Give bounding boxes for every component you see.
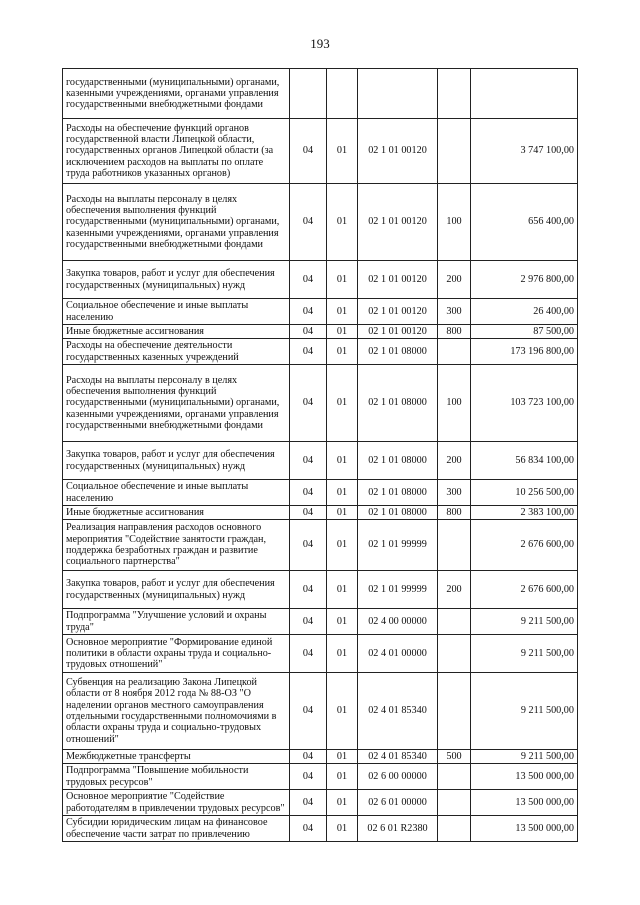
section-code: 04	[290, 506, 327, 520]
subsection-code: 01	[327, 119, 358, 184]
amount-value: 9 211 500,00	[471, 750, 578, 764]
amount-value: 656 400,00	[471, 184, 578, 261]
item-name: Расходы на обеспечение деятельности государственных казенных учреждений	[63, 339, 290, 365]
target-article-code: 02 1 01 08000	[358, 506, 438, 520]
amount-value: 56 834 100,00	[471, 442, 578, 480]
table-row	[63, 119, 578, 184]
target-article-code: 02 1 01 00120	[358, 299, 438, 325]
table-row	[63, 673, 578, 750]
section-code: 04	[290, 325, 327, 339]
target-article-code: 02 1 01 08000	[358, 480, 438, 506]
table-row	[63, 635, 578, 673]
expense-type-code	[438, 764, 471, 790]
section-code: 04	[290, 119, 327, 184]
amount-value: 173 196 800,00	[471, 339, 578, 365]
item-name: Основное мероприятие "Формирование единой политики в области охраны труда и социально-трудовых отношений"	[63, 635, 290, 673]
amount-value: 10 256 500,00	[471, 480, 578, 506]
section-code: 04	[290, 635, 327, 673]
table-row	[63, 790, 578, 816]
subsection-code: 01	[327, 480, 358, 506]
expense-type-code: 800	[438, 325, 471, 339]
target-article-code: 02 1 01 00120	[358, 184, 438, 261]
expense-type-code: 800	[438, 506, 471, 520]
item-name: Закупка товаров, работ и услуг для обеспечения государственных (муниципальных) нужд	[63, 571, 290, 609]
expense-type-code: 200	[438, 571, 471, 609]
target-article-code: 02 1 01 08000	[358, 365, 438, 442]
item-name: Иные бюджетные ассигнования	[63, 506, 290, 520]
section-code: 04	[290, 184, 327, 261]
amount-value: 13 500 000,00	[471, 790, 578, 816]
expense-type-code: 300	[438, 299, 471, 325]
section-code: 04	[290, 571, 327, 609]
amount-value: 13 500 000,00	[471, 816, 578, 842]
target-article-code	[358, 69, 438, 119]
expense-type-code	[438, 816, 471, 842]
budget-table	[62, 68, 578, 842]
amount-value: 13 500 000,00	[471, 764, 578, 790]
amount-value: 87 500,00	[471, 325, 578, 339]
expense-type-code	[438, 69, 471, 119]
section-code: 04	[290, 261, 327, 299]
item-name: Субвенция на реализацию Закона Липецкой области от 8 ноября 2012 года № 88-ОЗ "О наделении органов местного самоуправления отдельными государственными полномочиями в области охраны труда и социально-трудовых отношений"	[63, 673, 290, 750]
item-name: Подпрограмма "Повышение мобильности трудовых ресурсов"	[63, 764, 290, 790]
section-code: 04	[290, 764, 327, 790]
table-row	[63, 750, 578, 764]
table-body	[63, 69, 578, 842]
item-name: Межбюджетные трансферты	[63, 750, 290, 764]
table-row	[63, 325, 578, 339]
section-code: 04	[290, 673, 327, 750]
subsection-code: 01	[327, 571, 358, 609]
section-code: 04	[290, 816, 327, 842]
table-row	[63, 184, 578, 261]
table-row	[63, 480, 578, 506]
subsection-code: 01	[327, 325, 358, 339]
item-name: Расходы на выплаты персоналу в целях обеспечения выполнения функций государственными (муниципальными) органами, казенными учреждениями, органами управления государственными внебюджетными фондами	[63, 365, 290, 442]
subsection-code: 01	[327, 261, 358, 299]
table-row	[63, 442, 578, 480]
expense-type-code: 100	[438, 184, 471, 261]
subsection-code: 01	[327, 673, 358, 750]
target-article-code: 02 1 01 08000	[358, 442, 438, 480]
table-row	[63, 261, 578, 299]
subsection-code: 01	[327, 184, 358, 261]
expense-type-code	[438, 790, 471, 816]
section-code: 04	[290, 790, 327, 816]
expense-type-code: 100	[438, 365, 471, 442]
section-code: 04	[290, 299, 327, 325]
table-row	[63, 764, 578, 790]
table-row	[63, 339, 578, 365]
subsection-code: 01	[327, 609, 358, 635]
expense-type-code	[438, 673, 471, 750]
item-name: государственными (муниципальными) органами, казенными учреждениями, органами управления государственными внебюджетными фондами	[63, 69, 290, 119]
item-name: Закупка товаров, работ и услуг для обеспечения государственных (муниципальных) нужд	[63, 261, 290, 299]
subsection-code: 01	[327, 635, 358, 673]
target-article-code: 02 4 01 00000	[358, 635, 438, 673]
item-name: Субсидии юридическим лицам на финансовое обеспечение части затрат по привлечению	[63, 816, 290, 842]
expense-type-code	[438, 635, 471, 673]
subsection-code: 01	[327, 790, 358, 816]
target-article-code: 02 1 01 00120	[358, 119, 438, 184]
table-row	[63, 816, 578, 842]
amount-value: 2 676 600,00	[471, 520, 578, 571]
item-name: Расходы на выплаты персоналу в целях обеспечения выполнения функций государственными (муниципальными) органами, казенными учреждениями, органами управления государственными внебюджетными фондами	[63, 184, 290, 261]
subsection-code: 01	[327, 339, 358, 365]
amount-value	[471, 69, 578, 119]
amount-value: 26 400,00	[471, 299, 578, 325]
amount-value: 9 211 500,00	[471, 609, 578, 635]
amount-value: 9 211 500,00	[471, 673, 578, 750]
subsection-code: 01	[327, 520, 358, 571]
target-article-code: 02 1 01 99999	[358, 571, 438, 609]
target-article-code: 02 1 01 08000	[358, 339, 438, 365]
expense-type-code	[438, 339, 471, 365]
table-row	[63, 365, 578, 442]
target-article-code: 02 6 01 R2380	[358, 816, 438, 842]
subsection-code: 01	[327, 299, 358, 325]
subsection-code	[327, 69, 358, 119]
table-row	[63, 506, 578, 520]
page-number: 193	[310, 36, 330, 51]
item-name: Расходы на обеспечение функций органов государственной власти Липецкой области, государственных органов Липецкой области (за исключением расходов на выплаты по оплате труда работников указанных органов)	[63, 119, 290, 184]
target-article-code: 02 4 01 85340	[358, 750, 438, 764]
target-article-code: 02 1 01 00120	[358, 261, 438, 299]
amount-value: 3 747 100,00	[471, 119, 578, 184]
section-code: 04	[290, 520, 327, 571]
target-article-code: 02 6 00 00000	[358, 764, 438, 790]
subsection-code: 01	[327, 816, 358, 842]
table-row	[63, 609, 578, 635]
table-row	[63, 69, 578, 119]
amount-value: 2 383 100,00	[471, 506, 578, 520]
item-name: Реализация направления расходов основного мероприятия "Содействие занятости граждан, поддержка безработных граждан и развитие социального партнерства"	[63, 520, 290, 571]
table-row	[63, 520, 578, 571]
amount-value: 9 211 500,00	[471, 635, 578, 673]
section-code: 04	[290, 609, 327, 635]
table-row	[63, 299, 578, 325]
amount-value: 103 723 100,00	[471, 365, 578, 442]
section-code: 04	[290, 750, 327, 764]
target-article-code: 02 1 01 99999	[358, 520, 438, 571]
subsection-code: 01	[327, 506, 358, 520]
item-name: Социальное обеспечение и иные выплаты населению	[63, 480, 290, 506]
expense-type-code	[438, 119, 471, 184]
subsection-code: 01	[327, 750, 358, 764]
expense-type-code	[438, 520, 471, 571]
table-row	[63, 571, 578, 609]
subsection-code: 01	[327, 365, 358, 442]
amount-value: 2 676 600,00	[471, 571, 578, 609]
item-name: Закупка товаров, работ и услуг для обеспечения государственных (муниципальных) нужд	[63, 442, 290, 480]
item-name: Иные бюджетные ассигнования	[63, 325, 290, 339]
item-name: Основное мероприятие "Содействие работодателям в привлечении трудовых ресурсов"	[63, 790, 290, 816]
section-code	[290, 69, 327, 119]
section-code: 04	[290, 365, 327, 442]
expense-type-code: 300	[438, 480, 471, 506]
item-name: Подпрограмма "Улучшение условий и охраны труда"	[63, 609, 290, 635]
section-code: 04	[290, 480, 327, 506]
amount-value: 2 976 800,00	[471, 261, 578, 299]
section-code: 04	[290, 442, 327, 480]
section-code: 04	[290, 339, 327, 365]
expense-type-code: 500	[438, 750, 471, 764]
target-article-code: 02 4 01 85340	[358, 673, 438, 750]
target-article-code: 02 6 01 00000	[358, 790, 438, 816]
target-article-code: 02 4 00 00000	[358, 609, 438, 635]
expense-type-code: 200	[438, 261, 471, 299]
subsection-code: 01	[327, 442, 358, 480]
expense-type-code: 200	[438, 442, 471, 480]
target-article-code: 02 1 01 00120	[358, 325, 438, 339]
subsection-code: 01	[327, 764, 358, 790]
expense-type-code	[438, 609, 471, 635]
item-name: Социальное обеспечение и иные выплаты населению	[63, 299, 290, 325]
